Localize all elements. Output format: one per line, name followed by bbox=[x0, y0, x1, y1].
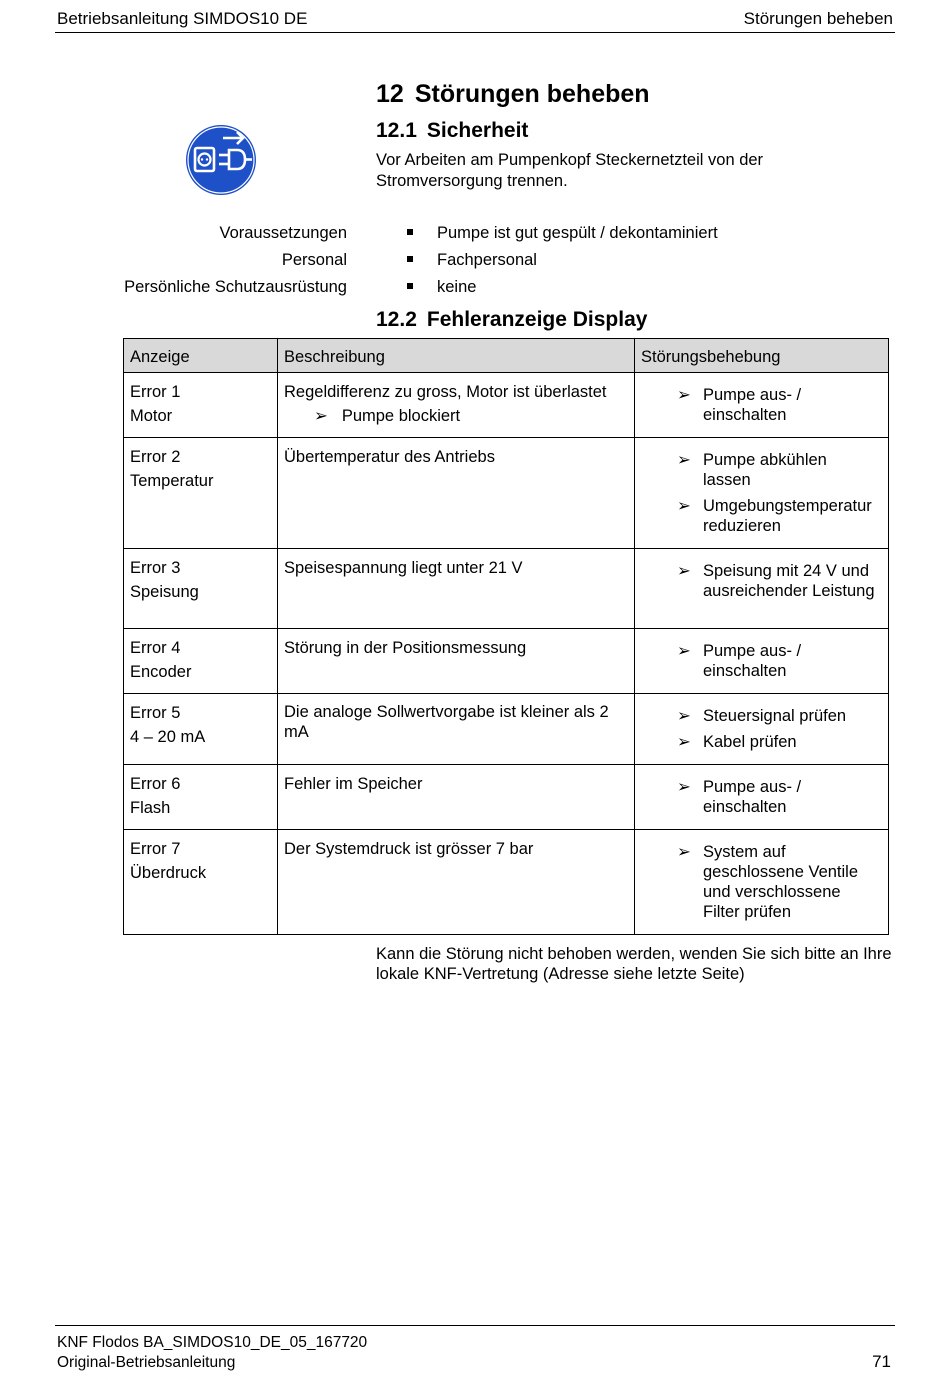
error-fix-cell bbox=[635, 373, 889, 438]
footer-document-type: Original-Betriebsanleitung bbox=[57, 1354, 236, 1371]
fix-text: Pumpe aus- / einschalten bbox=[703, 778, 802, 816]
requirements-labels bbox=[124, 223, 347, 304]
error-code-cell bbox=[124, 765, 278, 830]
arrow-bullet-icon: ➢ bbox=[677, 843, 691, 861]
fix-text: Umgebungstemperatur reduzieren bbox=[703, 497, 872, 535]
error-description: Störung in der Positionsmessung bbox=[284, 639, 527, 657]
error-name: Motor bbox=[130, 406, 173, 425]
fix-text: Steuersignal prüfen bbox=[703, 707, 847, 725]
error-fix-cell bbox=[635, 629, 889, 694]
error-code: Error 2 bbox=[130, 448, 181, 466]
error-code: Error 1 bbox=[130, 383, 181, 401]
footer-document-id: KNF Flodos BA_SIMDOS10_DE_05_167720 bbox=[57, 1334, 368, 1351]
arrow-bullet-icon: ➢ bbox=[677, 733, 691, 751]
fix-item bbox=[641, 561, 882, 601]
fix-item bbox=[641, 496, 882, 536]
fix-item bbox=[641, 777, 882, 817]
fix-item bbox=[641, 450, 882, 490]
requirement-label: Voraussetzungen bbox=[219, 224, 347, 242]
square-bullet-icon bbox=[407, 256, 413, 262]
error-description-cell bbox=[278, 373, 635, 438]
section-title: Fehleranzeige Display bbox=[426, 308, 648, 331]
requirements-values bbox=[407, 223, 718, 304]
square-bullet-icon bbox=[407, 229, 413, 235]
error-name: 4 – 20 mA bbox=[130, 727, 206, 746]
section-number: 12.1 bbox=[376, 119, 417, 142]
error-description-cell bbox=[278, 549, 635, 629]
table-row bbox=[124, 549, 889, 629]
fix-text: Pumpe abkühlen lassen bbox=[703, 451, 827, 489]
arrow-bullet-icon: ➢ bbox=[677, 778, 691, 796]
column-header: Anzeige bbox=[124, 339, 278, 373]
error-code-cell bbox=[124, 830, 278, 935]
error-name: Temperatur bbox=[130, 471, 214, 490]
error-fix-cell bbox=[635, 549, 889, 629]
error-name: Überdruck bbox=[130, 863, 207, 882]
table-row bbox=[124, 629, 889, 694]
error-description-cell bbox=[278, 830, 635, 935]
error-description: Regeldifferenz zu gross, Motor ist überlastet bbox=[284, 383, 607, 401]
error-description: Der Systemdruck ist grösser 7 bar bbox=[284, 840, 534, 858]
error-name: Flash bbox=[130, 798, 171, 817]
fix-text: Pumpe aus- / einschalten bbox=[703, 642, 802, 680]
requirement-value: Fachpersonal bbox=[437, 251, 537, 269]
fix-text: Kabel prüfen bbox=[703, 733, 797, 751]
fix-text: Speisung mit 24 V und ausreichender Leistung bbox=[703, 562, 875, 600]
fix-text: Pumpe aus- / einschalten bbox=[703, 386, 802, 424]
section-heading-display bbox=[376, 308, 647, 332]
error-name: Encoder bbox=[130, 662, 192, 681]
error-description-cell bbox=[278, 765, 635, 830]
error-description: Die analoge Sollwertvorgabe ist kleiner als 2 mA bbox=[284, 703, 609, 741]
section-heading-safety bbox=[376, 119, 528, 143]
error-code: Error 6 bbox=[130, 775, 181, 793]
chapter-number: 12 bbox=[376, 80, 404, 108]
error-description: Übertemperatur des Antriebs bbox=[284, 448, 495, 466]
error-code-cell bbox=[124, 694, 278, 765]
section-number: 12.2 bbox=[376, 308, 417, 331]
disconnect-power-plug-icon bbox=[185, 124, 257, 196]
requirement-label: Persönliche Schutzausrüstung bbox=[124, 278, 347, 296]
error-description-cell bbox=[278, 438, 635, 549]
error-table bbox=[123, 338, 889, 935]
error-code: Error 5 bbox=[130, 704, 181, 722]
error-fix-cell bbox=[635, 438, 889, 549]
arrow-bullet-icon: ➢ bbox=[677, 497, 691, 515]
requirement-value-row bbox=[407, 277, 718, 304]
error-description-cell bbox=[278, 629, 635, 694]
error-code-cell bbox=[124, 438, 278, 549]
error-code-cell bbox=[124, 373, 278, 438]
error-code: Error 3 bbox=[130, 559, 181, 577]
page-header bbox=[55, 8, 895, 33]
error-name: Speisung bbox=[130, 582, 199, 601]
error-description: Speisespannung liegt unter 21 V bbox=[284, 559, 523, 577]
fix-item bbox=[641, 842, 882, 922]
table-row bbox=[124, 373, 889, 438]
requirement-value-row bbox=[407, 250, 718, 277]
column-header: Störungsbehebung bbox=[635, 339, 889, 373]
arrow-bullet-icon: ➢ bbox=[314, 406, 328, 425]
header-section-title: Störungen beheben bbox=[743, 9, 893, 28]
error-code-cell bbox=[124, 629, 278, 694]
table-header-row bbox=[124, 339, 889, 373]
error-code: Error 7 bbox=[130, 840, 181, 858]
table-row bbox=[124, 765, 889, 830]
requirement-value: Pumpe ist gut gespült / dekontaminiert bbox=[437, 224, 718, 242]
arrow-bullet-icon: ➢ bbox=[677, 562, 691, 580]
arrow-bullet-icon: ➢ bbox=[677, 386, 691, 404]
page-number: 71 bbox=[872, 1352, 891, 1371]
closing-note: Kann die Störung nicht behoben werden, wenden Sie sich bitte an Ihre lokale KNF-Vertretung (Adresse siehe letzte Seite) bbox=[376, 945, 892, 983]
chapter-title: Störungen beheben bbox=[414, 80, 650, 108]
requirement-value: keine bbox=[437, 278, 477, 296]
error-code-cell bbox=[124, 549, 278, 629]
sub-text: Pumpe blockiert bbox=[341, 406, 461, 425]
fix-item bbox=[641, 706, 882, 726]
error-fix-cell bbox=[635, 694, 889, 765]
table-row bbox=[124, 438, 889, 549]
arrow-bullet-icon: ➢ bbox=[677, 451, 691, 469]
error-fix-cell bbox=[635, 765, 889, 830]
arrow-bullet-icon: ➢ bbox=[677, 642, 691, 660]
square-bullet-icon bbox=[407, 283, 413, 289]
section-title: Sicherheit bbox=[426, 119, 529, 142]
page-footer bbox=[55, 1325, 895, 1376]
chapter-heading bbox=[376, 80, 650, 109]
requirement-value-row bbox=[407, 223, 718, 250]
error-description-cell bbox=[278, 694, 635, 765]
header-document-title: Betriebsanleitung SIMDOS10 DE bbox=[57, 9, 308, 28]
column-header: Beschreibung bbox=[278, 339, 635, 373]
fix-text: System auf geschlossene Ventile und verschlossene Filter prüfen bbox=[703, 843, 859, 921]
table-row bbox=[124, 830, 889, 935]
fix-item bbox=[641, 385, 882, 425]
safety-instruction: Vor Arbeiten am Pumpenkopf Steckernetzteil von der Stromversorgung trennen. bbox=[376, 151, 764, 190]
error-code: Error 4 bbox=[130, 639, 181, 657]
error-fix-cell bbox=[635, 830, 889, 935]
table-row bbox=[124, 694, 889, 765]
requirement-label: Personal bbox=[281, 251, 347, 269]
arrow-bullet-icon: ➢ bbox=[677, 707, 691, 725]
error-description: Fehler im Speicher bbox=[284, 775, 423, 793]
fix-item bbox=[641, 732, 882, 752]
fix-item bbox=[641, 641, 882, 681]
error-description-sub bbox=[284, 405, 628, 429]
